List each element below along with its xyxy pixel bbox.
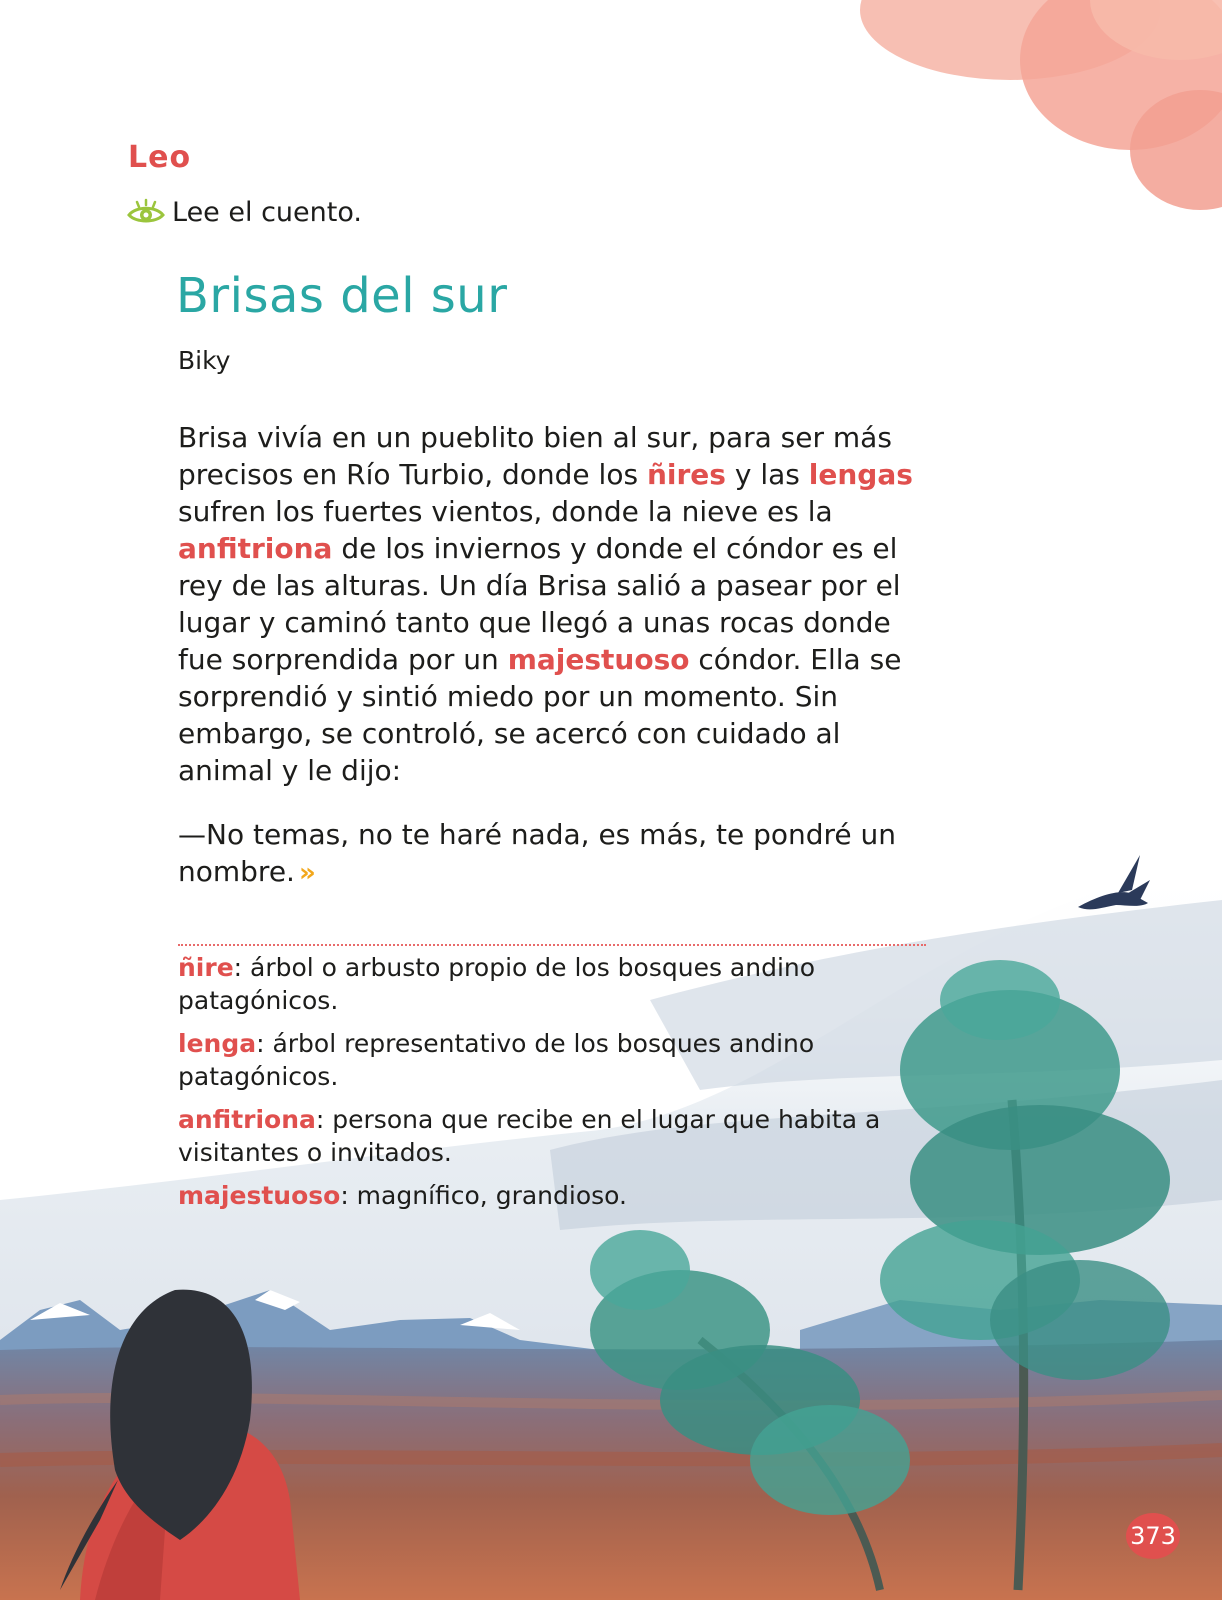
glossary-word-anfitriona: anfitriona <box>178 532 333 565</box>
pink-cloud <box>860 0 1222 210</box>
glossary-divider <box>178 944 926 946</box>
story-dialog: —No temas, no te haré nada, es más, te pondré un nombre. » <box>178 818 897 888</box>
glossary-word-nires: ñires <box>646 458 726 491</box>
glossary-word-lengas: lengas <box>808 458 913 491</box>
glossary-entry: lenga: árbol representativo de los bosques andino patagónicos. <box>178 1029 815 1091</box>
instruction-text: Lee el cuento. <box>172 197 362 228</box>
glossary-entry: anfitriona: persona que recibe en el lugar que habita a visitantes o invitados. <box>178 1105 881 1167</box>
glossary-entry: ñire: árbol o arbusto propio de los bosques andino patagónicos. <box>178 953 816 1015</box>
section-label: Leo <box>128 140 192 175</box>
instruction <box>126 197 362 228</box>
story-paragraph: Brisa vivía en un pueblito bien al sur, para ser más precisos en Río Turbio, donde los ñires y las lengas sufren los fuertes vientos, donde la nieve es la anfitriona de los inviernos y donde el cóndor es el rey de las alturas. Un día Brisa salió a pasear por el lugar y caminó tanto que llegó a unas rocas donde fue sorprendida por un majestuoso cóndor. Ella se sorprendió y sintió miedo por un momento. Sin embargo, se controló, se acercó con cuidado al animal y le dijo: <box>178 421 913 787</box>
glossary-entry: majestuoso: magnífico, grandioso. <box>178 1181 627 1210</box>
glossary-word-majestuoso: majestuoso <box>507 643 690 676</box>
continue-arrow-icon: » <box>298 858 316 888</box>
eye-icon <box>126 198 166 228</box>
story-body <box>178 419 918 892</box>
page-number: 373 <box>1126 1513 1180 1559</box>
story-title: Brisas del sur <box>176 268 508 324</box>
story-author: Biky <box>178 346 231 375</box>
glossary <box>178 951 898 1222</box>
